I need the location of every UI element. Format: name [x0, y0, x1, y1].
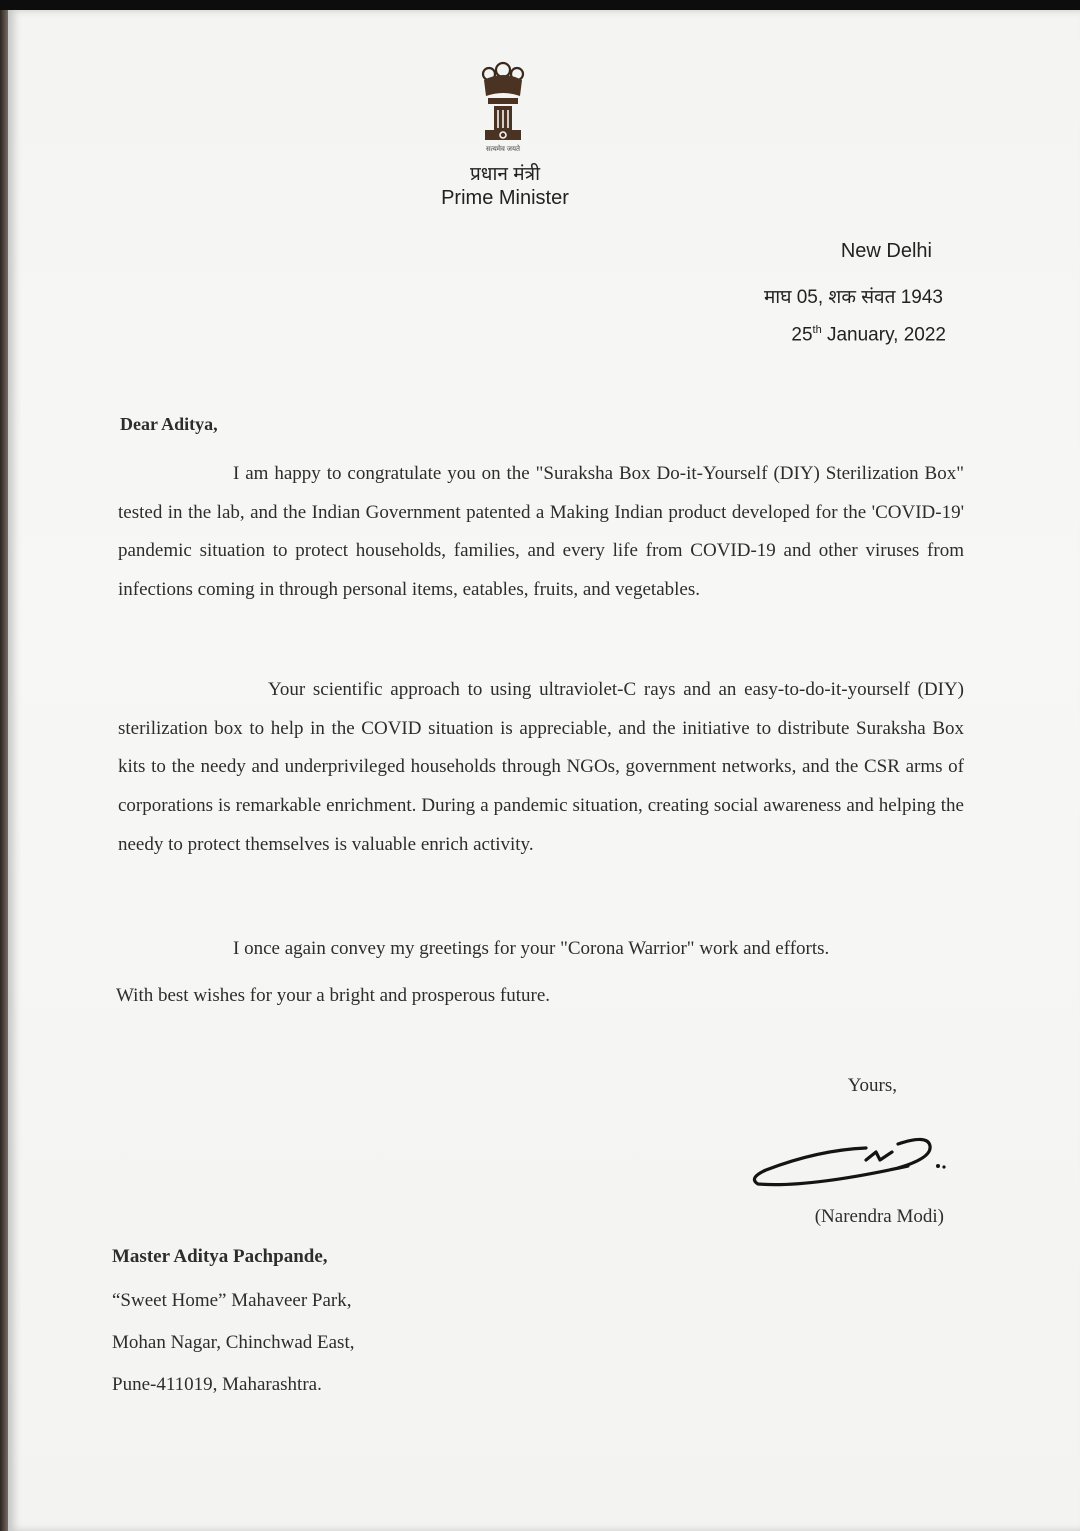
- office-title-hindi: प्रधान मंत्री: [469, 164, 540, 185]
- national-emblem-icon: [470, 56, 536, 156]
- body-paragraph-2: Your scientific approach to using ultraviolet-C rays and an easy-to-do-it-yourself (DIY) sterilization box to help in the COVID situation is appreciable, and the initiative to distribute Suraksha Box kits to the needy and underprivileged households through NGOs, government networks, and the CSR arms of corporations is remarkable enrichment. During a pandemic situation, creating social awareness and helping the needy to protect themselves is valuable enrich activity.: [118, 679, 964, 855]
- closing-line: With best wishes for your a bright and prosperous future.: [116, 985, 551, 1006]
- sign-off: Yours,: [847, 1075, 897, 1096]
- office-title-english: Prime Minister: [441, 187, 569, 209]
- date-line: [791, 324, 946, 346]
- date-month-year: January, 2022: [821, 324, 946, 346]
- signature-icon: [748, 1130, 953, 1192]
- emblem-motto: सत्यमेव जयते: [485, 146, 521, 153]
- recipient-address-line-3: Pune-411019, Maharashtra.: [112, 1374, 322, 1395]
- recipient-address-line-1: “Sweet Home” Mahaveer Park,: [112, 1290, 352, 1311]
- date-day: 25: [791, 324, 813, 346]
- recipient-address-line-2: Mohan Nagar, Chinchwad East,: [112, 1332, 355, 1353]
- hindi-date-line: माघ 05, शक संवत 1943: [763, 287, 943, 308]
- body-paragraph-1: I am happy to congratulate you on the "Suraksha Box Do-it-Yourself (DIY) Sterilization Box" tested in the lab, and the Indian Government patented a Making Indian product developed for the 'COVID-19' pandemic situation to protect households, families, and every life from COVID-19 and other viruses from infections coming in through personal items, eatables, fruits, and vegetables.: [118, 463, 964, 601]
- place-line: New Delhi: [840, 240, 932, 262]
- recipient-name: Master Aditya Pachpande,: [112, 1246, 328, 1267]
- salutation: Dear Aditya,: [120, 414, 218, 434]
- date-suffix: th: [812, 324, 822, 336]
- body-paragraph-3: I once again convey my greetings for your "Corona Warrior" work and efforts.: [233, 938, 830, 959]
- signer-name: (Narendra Modi): [814, 1206, 944, 1227]
